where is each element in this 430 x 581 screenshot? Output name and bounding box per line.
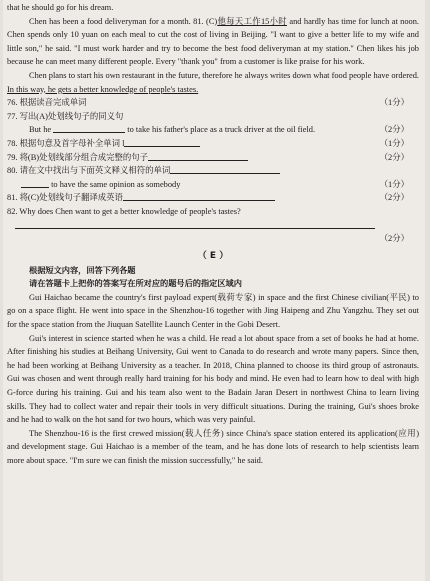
question-78: 78. 根据句意及首字母补全单词 l （1分）: [7, 137, 419, 151]
section-e-paragraph-2: Gui's interest in science started when he was a child. He read a lot about space from a set of books he had at home. After finishing his studies at Beihang University, Gui went to Canada to do research and wrote many papers. Since then, he had been working at Beihang University as a teacher. In 2018, China planned to choose its third group of astronauts. Gui was chosen and went through really hard training for his body and mind. He even had to learn how to deal with high G-force during his training. Gui and his team also went to the Badain Jaran Desert in northwest China to learn living skills. They had to collect water and repair their tools in very difficult situations. During the training, Gui's shoes broke and he had to walk on the hot sand for two hours, which was very painful.: [7, 333, 419, 425]
question-81: 81. 将(C)处划线句子翻译成英语 （2分）: [7, 191, 419, 205]
document-page: [3, 0, 425, 581]
score-82: （2分）: [379, 234, 409, 244]
section-e-title: （ E ）: [197, 250, 229, 261]
answer-blank-78[interactable]: [124, 137, 200, 147]
answer-blank-80a[interactable]: [170, 164, 280, 174]
p2-pre: Chen plans to start his own restaurant in the future, therefore he always writes down what food people have ordered.: [29, 70, 420, 80]
section-e-instruction-2: 请在答题卡上把你的答案写在所对应的题号后的指定区域内: [29, 278, 242, 289]
top-line: that he should go for his dream.: [7, 3, 114, 12]
section-e-instruction-1: 根据短文内容，回答下列各题: [29, 264, 136, 275]
answer-blank-80[interactable]: [21, 178, 49, 188]
answer-blank-77[interactable]: [53, 123, 125, 133]
question-77-line: But he to take his father's place as a truck driver at the oil field. （2分）: [7, 123, 419, 137]
answer-blank-81[interactable]: [123, 191, 275, 201]
score-79: （2分）: [379, 152, 409, 162]
question-76: 76. 根据读音完成单词 （1分）: [7, 96, 419, 110]
question-82-score-line: [7, 232, 419, 246]
score-76: （1分）: [379, 98, 409, 108]
question-80-line: to have the same opinion as somebody （1分）: [7, 178, 419, 192]
answer-blank-82[interactable]: [15, 219, 375, 229]
section-e-paragraph-1: Gui Haichao became the country's first payload expert(载荷专家) in space and the first Chinese civilian(平民) to go on a space flight. He went into space in the Shenzhou-16 together with Jing Haipeng and Zhu Yangzhu. They set out for the space station from the Jiuquan Satellite Launch Center in the Gobi Desert.: [7, 292, 419, 330]
section-e-paragraph-3: The Shenzhou-16 is the first crewed mission(载人任务) since China's space station entered its application(应用) and development stage. Gui Haichao is a member of the team, and he has done lots of research to help scientists learn more about space. "I'm sure we can finish the mission successfully," he said.: [7, 428, 419, 465]
question-79: 79. 将(B)处划线部分组合成完整的句子 （2分）: [7, 151, 419, 165]
p1-cn-underlined: 他每天工作15小时: [217, 16, 287, 26]
question-82: 82. Why does Chen want to get a better knowledge of people's tastes?: [7, 206, 241, 216]
passage-paragraph-2: [7, 69, 419, 96]
answer-blank-79[interactable]: [148, 151, 248, 161]
score-80: （1分）: [379, 179, 409, 189]
passage-paragraph-1: [7, 15, 419, 69]
score-78: （1分）: [379, 138, 409, 148]
question-80: 80. 请在文中找出与下面英文释义相符的单词: [7, 164, 419, 178]
score-77: （2分）: [379, 125, 409, 135]
p1-pre: Chen has been a food deliveryman for a month. 81. (C): [29, 16, 218, 26]
score-81: （2分）: [379, 193, 409, 203]
p1-post: and hardly has time for lunch at noon. Chen spends only 10 yuan on each meal to cut the cost of living in Beijing. "I want to give a better life to my wife and little son," he said. "I must work harder and try to become the best food deliveryman at my station." Chen likes his job because he can meet many different people. Every "thank you" from a customer is like praise for his work.: [7, 16, 420, 67]
p2-underlined: In this way, he gets a better knowledge of people's tastes.: [7, 84, 199, 94]
question-82-line: [7, 219, 419, 233]
question-77: 77. 写出(A)处划线句子的同义句: [7, 111, 124, 121]
